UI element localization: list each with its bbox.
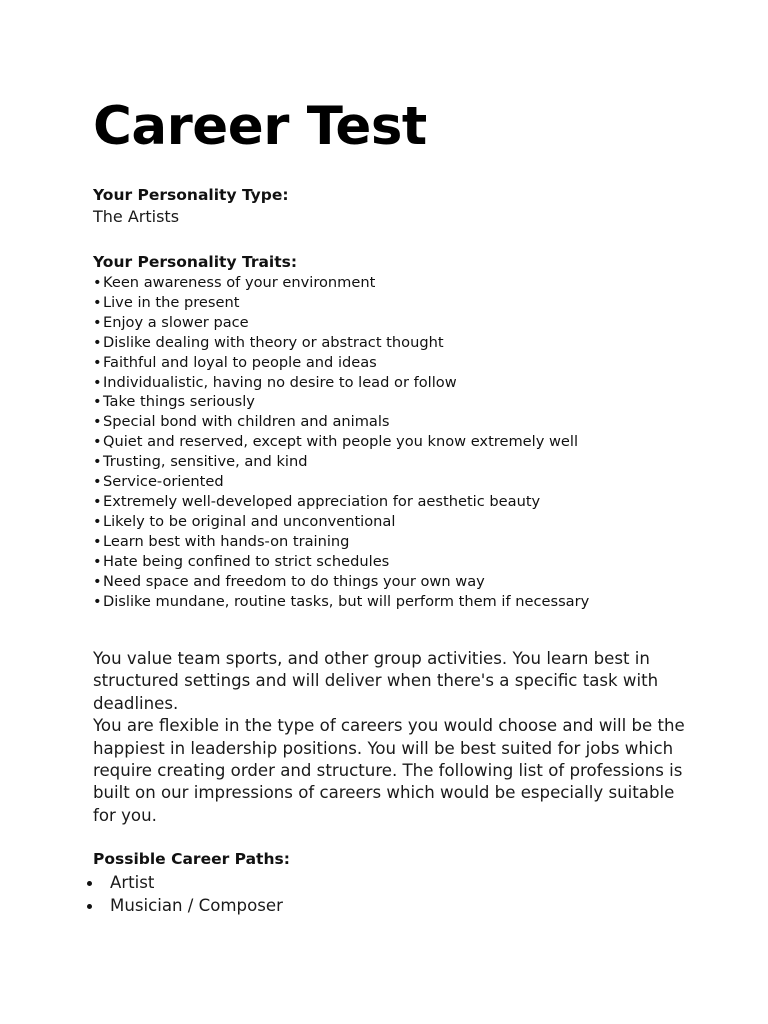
traits-list xyxy=(93,273,589,611)
trait-text: Learn best with hands-on training xyxy=(103,532,350,550)
trait-text: Need space and freedom to do things your own way xyxy=(103,572,485,590)
bullet-icon: • xyxy=(93,373,102,391)
career-paths-label: Possible Career Paths: xyxy=(93,850,290,868)
bullet-icon: • xyxy=(93,453,102,471)
trait-item xyxy=(93,293,589,313)
trait-item xyxy=(93,492,589,512)
trait-item xyxy=(93,432,589,452)
bullet-icon: • xyxy=(93,552,102,570)
summary-paragraphs xyxy=(93,648,693,827)
career-text: Musician / Composer xyxy=(110,896,283,915)
personality-traits-section xyxy=(93,252,589,611)
bullet-icon: • xyxy=(93,532,102,550)
bullet-icon: • xyxy=(93,353,102,371)
trait-text: Dislike mundane, routine tasks, but will perform them if necessary xyxy=(103,592,590,610)
bullet-icon: • xyxy=(93,313,102,331)
trait-text: Special bond with children and animals xyxy=(103,413,390,431)
bullet-icon: • xyxy=(93,413,102,431)
bullet-icon: • xyxy=(93,512,102,530)
trait-item xyxy=(93,592,589,612)
personality-type-value: The Artists xyxy=(93,207,180,226)
bullet-icon: • xyxy=(93,333,102,351)
trait-text: Trusting, sensitive, and kind xyxy=(103,453,308,471)
trait-item xyxy=(93,313,589,333)
bullet-icon: • xyxy=(93,274,102,291)
trait-text: Take things seriously xyxy=(103,393,255,411)
trait-text: Keen awareness of your environment xyxy=(103,274,376,291)
bullet-icon: • xyxy=(93,433,102,451)
trait-item xyxy=(93,392,589,412)
trait-item xyxy=(93,373,589,393)
career-paths-list xyxy=(93,871,290,917)
career-item xyxy=(93,894,290,917)
trait-item xyxy=(93,412,589,432)
trait-item xyxy=(93,512,589,532)
trait-item xyxy=(93,552,589,572)
trait-text: Likely to be original and unconventional xyxy=(103,512,396,530)
bullet-dot-icon xyxy=(87,904,92,909)
personality-traits-label: Your Personality Traits: xyxy=(93,253,298,271)
trait-text: Live in the present xyxy=(103,293,240,311)
trait-item xyxy=(93,472,589,492)
summary-paragraph: You value team sports, and other group activities. You learn best in structured settings and will deliver when there's a specific task with deadlines. xyxy=(93,649,659,713)
trait-item xyxy=(93,273,589,293)
trait-item xyxy=(93,452,589,472)
trait-text: Quiet and reserved, except with people you know extremely well xyxy=(103,433,579,451)
trait-text: Extremely well-developed appreciation for aesthetic beauty xyxy=(103,492,541,510)
page-title: Career Test xyxy=(93,96,427,157)
bullet-dot-icon xyxy=(87,881,92,886)
bullet-icon: • xyxy=(93,492,102,510)
trait-text: Service-oriented xyxy=(103,473,224,491)
bullet-icon: • xyxy=(93,473,102,491)
career-paths-section xyxy=(93,849,290,917)
trait-text: Hate being confined to strict schedules xyxy=(103,552,390,570)
trait-item xyxy=(93,353,589,373)
trait-item xyxy=(93,572,589,592)
bullet-icon: • xyxy=(93,592,102,610)
personality-type-label: Your Personality Type: xyxy=(93,186,289,204)
trait-text: Individualistic, having no desire to lead or follow xyxy=(103,373,457,391)
bullet-icon: • xyxy=(93,393,102,411)
trait-item xyxy=(93,532,589,552)
bullet-icon: • xyxy=(93,293,102,311)
bullet-icon: • xyxy=(93,572,102,590)
trait-text: Enjoy a slower pace xyxy=(103,313,249,331)
trait-text: Dislike dealing with theory or abstract thought xyxy=(103,333,444,351)
trait-text: Faithful and loyal to people and ideas xyxy=(103,353,377,371)
summary-paragraph: You are flexible in the type of careers you would choose and will be the happiest in leadership positions. You will be best suited for jobs which require creating order and structure. The following list of professions is built on our impressions of careers which would be especially suitable for you. xyxy=(93,716,685,825)
career-text: Artist xyxy=(110,873,155,892)
personality-type-section xyxy=(93,185,289,228)
career-item xyxy=(93,871,290,894)
trait-item xyxy=(93,333,589,353)
